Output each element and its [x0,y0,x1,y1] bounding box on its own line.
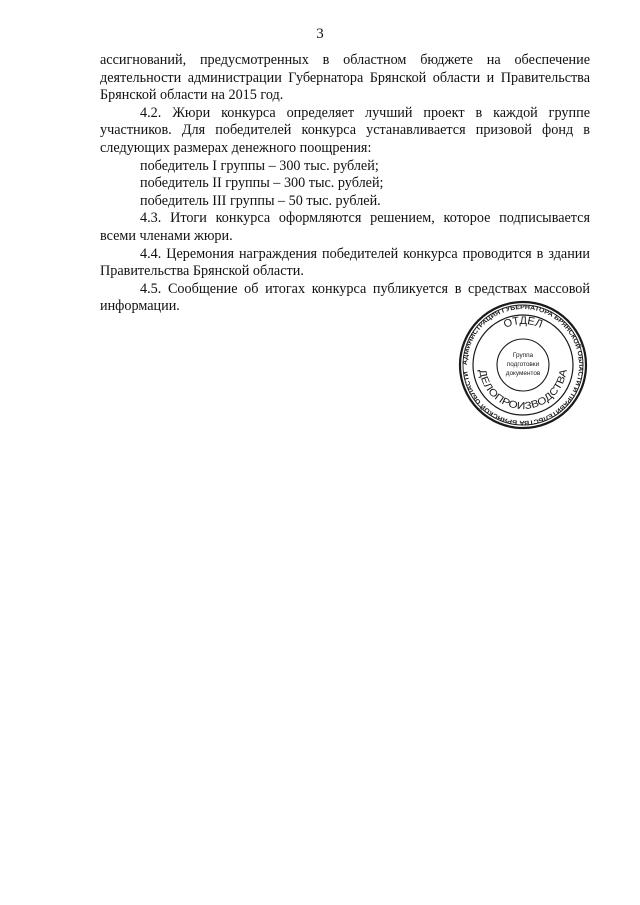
paragraph-4-3: 4.3. Итоги конкурса оформляются решением, которое подписывается всеми членами жюри. [100,210,590,244]
paragraph-continuation: ассигнований, предусмотренных в областном бюджете на обеспечение деятельности администрации Губернатора Брянской области и Правительства Брянской области на 2015 год. [100,52,590,104]
stamp-outer-text: АДМИНИСТРАЦИЯ ГУБЕРНАТОРА БРЯНСКОЙ ОБЛАСТИ И ПРАВИТЕЛЬСТВА БРЯНСКОЙ ОБЛАСТИ [461,303,585,427]
paragraph-4-5: 4.5. Сообщение об итогах конкурса публикуется в средствах массовой информации. [100,280,590,315]
prize-item-group-2: победитель II группы – 300 тыс. рублей; [140,175,384,192]
stamp-center-line-3: документов [505,370,541,377]
paragraph-4-2: 4.2. Жюри конкурса определяет лучший проект в каждой группе участников. Для победителей конкурса устанавливается призовой фонд в следующих размерах денежного поощрения: [100,104,590,156]
page-number: 3 [316,26,324,42]
official-stamp [458,300,588,430]
stamp-top-word: ОТДЕЛ [502,314,545,331]
stamp-center-line-2: подготовки [506,361,540,368]
stamp-center-line-1: Группа [512,352,534,359]
document-body [100,52,590,316]
paragraph-4-4: 4.4. Церемония награждения победителей конкурса проводится в здании Правительства Брянской области. [100,245,590,280]
stamp-bottom-word: ДЕЛОПРОИЗВОДСТВА [476,368,570,413]
prize-item-group-3: победитель III группы – 50 тыс. рублей. [140,192,381,209]
stamp-graphic [458,300,588,430]
prize-item-group-1: победитель I группы – 300 тыс. рублей; [140,157,379,174]
